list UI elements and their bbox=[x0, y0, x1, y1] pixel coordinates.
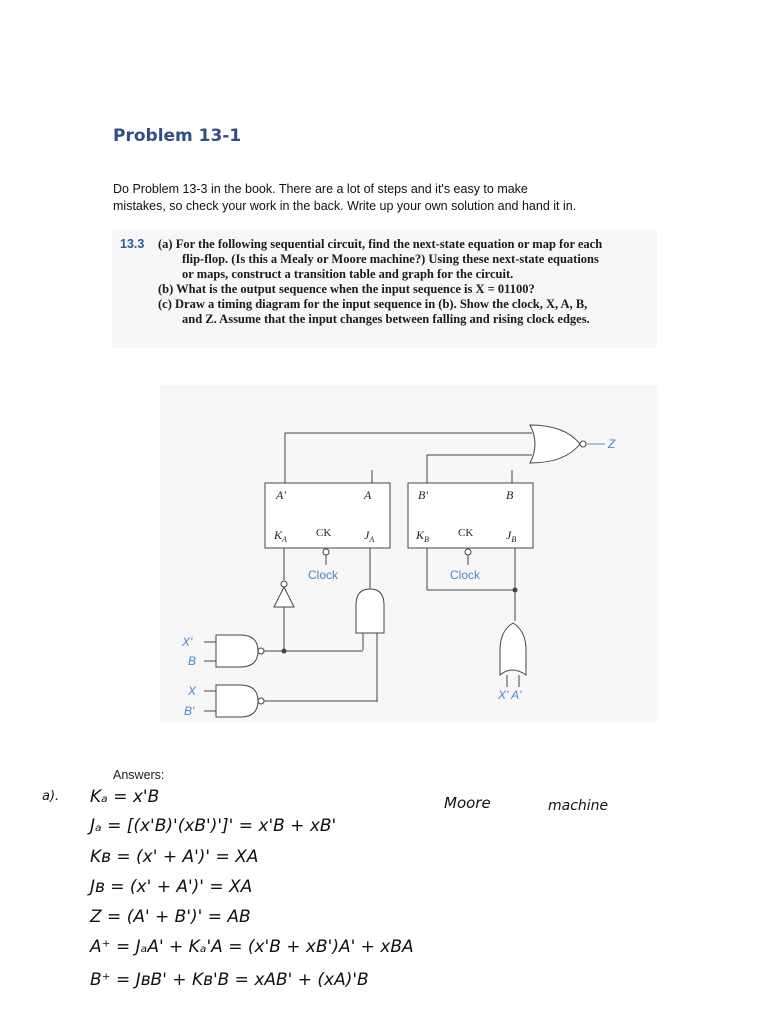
circuit-diagram bbox=[160, 385, 658, 722]
ffB-q-label: B bbox=[506, 488, 514, 502]
input-label: B' bbox=[184, 704, 195, 718]
book-problem-excerpt bbox=[112, 230, 657, 348]
ffA-clock-label: Clock bbox=[308, 568, 339, 582]
input-label: X' bbox=[182, 635, 193, 649]
answer-line: Jₐ = [(x'B)'(xB')']' = x'B + xB' bbox=[90, 816, 337, 836]
problem-line: flip-flop. (Is this a Mealy or Moore machine?) Using these next-state equations bbox=[182, 252, 599, 266]
answer-line: Jʙ = (x' + A')' = XA bbox=[90, 877, 253, 897]
problem-line: or maps, construct a transition table and graph for the circuit. bbox=[182, 267, 514, 281]
problem-line: (c) Draw a timing diagram for the input sequence in (b). Show the clock, X, A, B, bbox=[158, 297, 588, 311]
answers-label: Answers: bbox=[113, 768, 165, 782]
ffA-ck-label: CK bbox=[316, 527, 332, 539]
answer-line: B⁺ = JʙB' + Kʙ'B = xAB' + (xA)'B bbox=[90, 970, 369, 990]
problem-line: and Z. Assume that the input changes between falling and rising clock edges. bbox=[182, 312, 590, 326]
input-label: X bbox=[188, 684, 197, 698]
output-z-label: Z bbox=[608, 437, 616, 451]
ffA-q-label: A bbox=[364, 488, 372, 502]
ffA-j-label: $J_A$ bbox=[364, 528, 375, 544]
intro-paragraph bbox=[113, 181, 673, 215]
ffA-k-label: $K_A$ bbox=[274, 528, 287, 544]
ffB-qbar-label: B' bbox=[418, 488, 428, 502]
note-machine: machine bbox=[548, 798, 609, 814]
input-label: B bbox=[188, 654, 197, 668]
problem-line: (a) For the following sequential circuit, find the next-state equation or map for each bbox=[158, 237, 603, 251]
answer-line: Kₐ = x'B bbox=[90, 787, 160, 807]
problem-number: 13.3 bbox=[120, 237, 145, 251]
intro-line: Do Problem 13-3 in the book. There are a lot of steps and it's easy to make bbox=[113, 182, 528, 196]
handwritten-answers bbox=[0, 780, 768, 1024]
page-title: Problem 13-1 bbox=[113, 126, 242, 146]
ffA-qbar-label: A' bbox=[276, 488, 286, 502]
ffB-ck-label: CK bbox=[458, 527, 474, 539]
part-label: a). bbox=[42, 789, 60, 804]
ffB-j-label: $J_B$ bbox=[506, 528, 517, 544]
intro-line: mistakes, so check your work in the back. Write up your own solution and hand it in. bbox=[113, 199, 577, 213]
problem-line: (b) What is the output sequence when the input sequence is X = 01100? bbox=[158, 282, 535, 296]
answer-line: Kʙ = (x' + A')' = XA bbox=[90, 847, 259, 867]
or-inputs-label: X' A' bbox=[498, 688, 522, 702]
answer-line: Z = (A' + B')' = AB bbox=[90, 907, 251, 927]
ffB-clock-label: Clock bbox=[450, 568, 481, 582]
ffB-k-label: $K_B$ bbox=[416, 528, 429, 544]
note-moore: Moore bbox=[444, 794, 491, 812]
answer-line: A⁺ = JₐA' + Kₐ'A = (x'B + xB')A' + xBA bbox=[90, 937, 414, 957]
